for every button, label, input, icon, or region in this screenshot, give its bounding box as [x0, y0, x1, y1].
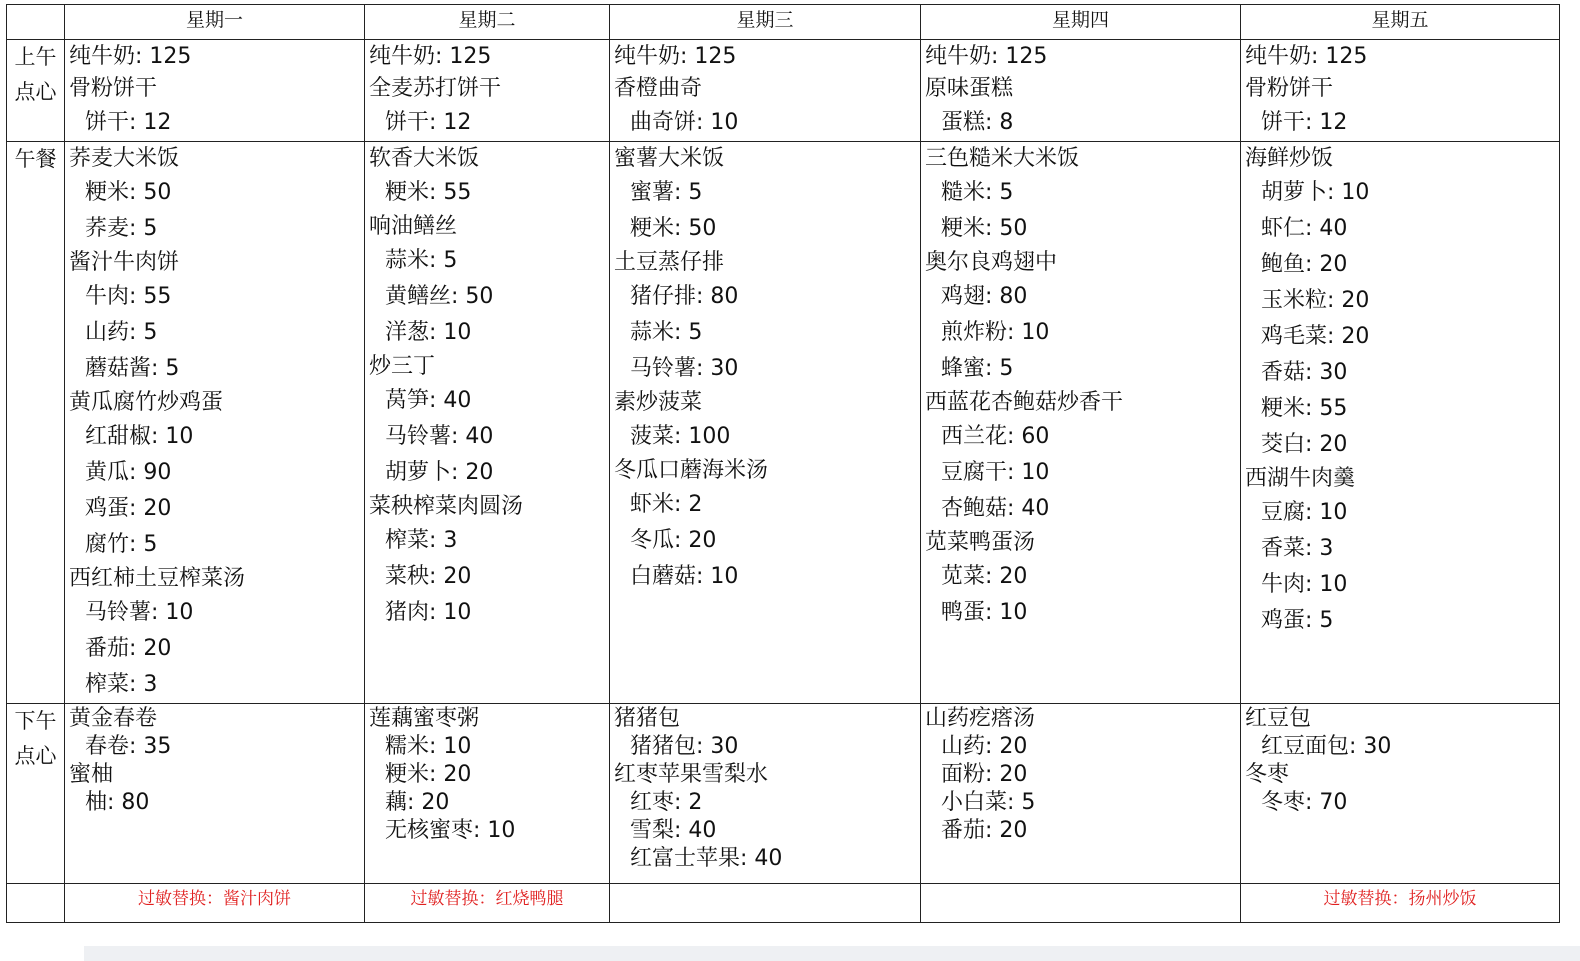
ingredient-line: 红甜椒: 10 [65, 419, 364, 455]
cell-morning-snack [610, 40, 921, 142]
cell-afternoon-snack [365, 704, 610, 884]
ingredient-line: 茭白: 20 [1241, 427, 1559, 463]
dish-name: 土豆蒸仔排 [614, 250, 725, 275]
ingredient-line: 牛肉: 10 [1241, 567, 1559, 603]
dish-name: 蜜薯大米饭 [614, 146, 725, 171]
ingredient-line: 冬瓜: 20 [610, 523, 920, 559]
morning-snack-row [7, 40, 1560, 142]
dish-name: 奥尔良鸡翅中 [925, 250, 1058, 275]
day-header: 星期三 [610, 5, 921, 40]
cell-afternoon-snack [610, 704, 921, 884]
dish-name: 黄金春卷 [69, 706, 158, 731]
ingredient-line: 猪肉: 10 [365, 595, 609, 631]
dish-name: 酱汁牛肉饼 [69, 250, 180, 275]
ingredient-line: 香菜: 3 [1241, 531, 1559, 567]
day-header: 星期一 [65, 5, 365, 40]
allergy-label-cell [7, 884, 65, 923]
dish-name: 三色糙米大米饭 [925, 146, 1080, 171]
ingredient-line: 榨菜: 3 [365, 523, 609, 559]
ingredient-line: 番茄: 20 [65, 631, 364, 667]
cell-afternoon-snack [1241, 704, 1560, 884]
dish-name: 纯牛奶: 125 [69, 44, 192, 69]
cell-lunch [1241, 142, 1560, 704]
ingredient-line: 胡萝卜: 20 [365, 455, 609, 491]
ingredient-line: 虾仁: 40 [1241, 211, 1559, 247]
ingredient-line: 曲奇饼: 10 [610, 105, 920, 141]
ingredient-line: 饼干: 12 [1241, 105, 1559, 141]
ingredient-line: 红豆面包: 30 [1241, 733, 1559, 761]
afternoon-snack-row [7, 704, 1560, 884]
cell-lunch [365, 142, 610, 704]
ingredient-line: 菠菜: 100 [610, 419, 920, 455]
ingredient-line: 马铃薯: 30 [610, 351, 920, 387]
dish-name: 黄瓜腐竹炒鸡蛋 [69, 390, 224, 415]
allergy-substitute: 过敏替换：扬州炒饭 [1241, 884, 1560, 923]
cell-morning-snack [365, 40, 610, 142]
dish-name: 菜秧榨菜肉圆汤 [369, 494, 524, 519]
ingredient-line: 粳米: 50 [65, 175, 364, 211]
ingredient-line: 榨菜: 3 [65, 667, 364, 703]
cell-lunch [65, 142, 365, 704]
ingredient-line: 蒜米: 5 [610, 315, 920, 351]
ingredient-line: 粳米: 20 [365, 761, 609, 789]
ingredient-line: 蜂蜜: 5 [921, 351, 1240, 387]
ingredient-line: 红富士苹果: 40 [610, 845, 920, 873]
ingredient-line: 糙米: 5 [921, 175, 1240, 211]
ingredient-line: 山药: 5 [65, 315, 364, 351]
ingredient-line: 白蘑菇: 10 [610, 559, 920, 595]
ingredient-line: 鸡毛菜: 20 [1241, 319, 1559, 355]
ingredient-line: 小白菜: 5 [921, 789, 1240, 817]
ingredient-line: 黄鳝丝: 50 [365, 279, 609, 315]
dish-name: 素炒菠菜 [614, 390, 703, 415]
bottom-scroll-bar[interactable] [84, 946, 1580, 961]
ingredient-line: 粳米: 55 [365, 175, 609, 211]
ingredient-line: 番茄: 20 [921, 817, 1240, 845]
ingredient-line: 猪仔排: 80 [610, 279, 920, 315]
dish-name: 全麦苏打饼干 [369, 76, 502, 101]
dish-name: 西蓝花杏鲍菇炒香干 [925, 390, 1124, 415]
ingredient-line: 玉米粒: 20 [1241, 283, 1559, 319]
dish-name: 骨粉饼干 [1245, 76, 1334, 101]
dish-name: 纯牛奶: 125 [1245, 44, 1368, 69]
ingredient-line: 糯米: 10 [365, 733, 609, 761]
dish-name: 荞麦大米饭 [69, 146, 180, 171]
meal-label-afternoon-snack: 下午 点心 [7, 704, 65, 884]
dish-name: 原味蛋糕 [925, 76, 1014, 101]
day-header: 星期五 [1241, 5, 1560, 40]
dish-name: 红豆包 [1245, 706, 1312, 731]
ingredient-line: 蒜米: 5 [365, 243, 609, 279]
dish-name: 西红柿土豆榨菜汤 [69, 566, 246, 591]
dish-name: 海鲜炒饭 [1245, 146, 1334, 171]
dish-name: 软香大米饭 [369, 146, 480, 171]
day-header: 星期二 [365, 5, 610, 40]
ingredient-line: 鸭蛋: 10 [921, 595, 1240, 631]
ingredient-line: 红枣: 2 [610, 789, 920, 817]
header-row [7, 5, 1560, 40]
dish-name: 红枣苹果雪梨水 [614, 762, 769, 787]
dish-name: 骨粉饼干 [69, 76, 158, 101]
ingredient-line: 香菇: 30 [1241, 355, 1559, 391]
cell-lunch [610, 142, 921, 704]
ingredient-line: 腐竹: 5 [65, 527, 364, 563]
ingredient-line: 虾米: 2 [610, 487, 920, 523]
dish-name: 纯牛奶: 125 [614, 44, 737, 69]
ingredient-line: 冬枣: 70 [1241, 789, 1559, 817]
ingredient-line: 藕: 20 [365, 789, 609, 817]
ingredient-line: 胡萝卜: 10 [1241, 175, 1559, 211]
allergy-substitute: 过敏替换：酱汁肉饼 [65, 884, 365, 923]
ingredient-line: 蘑菇酱: 5 [65, 351, 364, 387]
ingredient-line: 煎炸粉: 10 [921, 315, 1240, 351]
ingredient-line: 洋葱: 10 [365, 315, 609, 351]
weekly-menu-table [6, 4, 1560, 923]
dish-name: 响油鳝丝 [369, 214, 458, 239]
ingredient-line: 面粉: 20 [921, 761, 1240, 789]
dish-name: 山药疙瘩汤 [925, 706, 1036, 731]
dish-name: 炒三丁 [369, 354, 436, 379]
ingredient-line: 莴笋: 40 [365, 383, 609, 419]
ingredient-line: 黄瓜: 90 [65, 455, 364, 491]
ingredient-line: 粳米: 50 [921, 211, 1240, 247]
ingredient-line: 鸡蛋: 5 [1241, 603, 1559, 639]
ingredient-line: 蛋糕: 8 [921, 105, 1240, 141]
dish-name: 冬瓜口蘑海米汤 [614, 458, 769, 483]
allergy-substitute [610, 884, 921, 923]
cell-afternoon-snack [921, 704, 1241, 884]
ingredient-line: 春卷: 35 [65, 733, 364, 761]
cell-lunch [921, 142, 1241, 704]
ingredient-line: 豆腐: 10 [1241, 495, 1559, 531]
ingredient-line: 粳米: 50 [610, 211, 920, 247]
dish-name: 香橙曲奇 [614, 76, 703, 101]
allergy-substitute [921, 884, 1241, 923]
lunch-row [7, 142, 1560, 704]
corner-cell [7, 5, 65, 40]
ingredient-line: 鲍鱼: 20 [1241, 247, 1559, 283]
ingredient-line: 鸡翅: 80 [921, 279, 1240, 315]
ingredient-line: 荞麦: 5 [65, 211, 364, 247]
ingredient-line: 蜜薯: 5 [610, 175, 920, 211]
ingredient-line: 山药: 20 [921, 733, 1240, 761]
ingredient-line: 杏鲍菇: 40 [921, 491, 1240, 527]
day-header: 星期四 [921, 5, 1241, 40]
ingredient-line: 马铃薯: 40 [365, 419, 609, 455]
dish-name: 纯牛奶: 125 [925, 44, 1048, 69]
cell-morning-snack [1241, 40, 1560, 142]
dish-name: 苋菜鸭蛋汤 [925, 530, 1036, 555]
dish-name: 莲藕蜜枣粥 [369, 706, 480, 731]
cell-morning-snack [65, 40, 365, 142]
ingredient-line: 菜秧: 20 [365, 559, 609, 595]
dish-name: 猪猪包 [614, 706, 681, 731]
ingredient-line: 苋菜: 20 [921, 559, 1240, 595]
allergy-substitute: 过敏替换：红烧鸭腿 [365, 884, 610, 923]
ingredient-line: 柚: 80 [65, 789, 364, 817]
dish-name: 西湖牛肉羹 [1245, 466, 1356, 491]
dish-name: 蜜柚 [69, 762, 114, 787]
dish-name: 纯牛奶: 125 [369, 44, 492, 69]
ingredient-line: 粳米: 55 [1241, 391, 1559, 427]
cell-morning-snack [921, 40, 1241, 142]
meal-label-lunch: 午餐 [7, 142, 65, 704]
ingredient-line: 马铃薯: 10 [65, 595, 364, 631]
ingredient-line: 饼干: 12 [365, 105, 609, 141]
allergy-row [7, 884, 1560, 923]
ingredient-line: 饼干: 12 [65, 105, 364, 141]
ingredient-line: 鸡蛋: 20 [65, 491, 364, 527]
ingredient-line: 西兰花: 60 [921, 419, 1240, 455]
ingredient-line: 猪猪包: 30 [610, 733, 920, 761]
meal-label-morning-snack: 上午 点心 [7, 40, 65, 142]
dish-name: 冬枣 [1245, 762, 1290, 787]
ingredient-line: 无核蜜枣: 10 [365, 817, 609, 845]
ingredient-line: 豆腐干: 10 [921, 455, 1240, 491]
cell-afternoon-snack [65, 704, 365, 884]
ingredient-line: 牛肉: 55 [65, 279, 364, 315]
ingredient-line: 雪梨: 40 [610, 817, 920, 845]
